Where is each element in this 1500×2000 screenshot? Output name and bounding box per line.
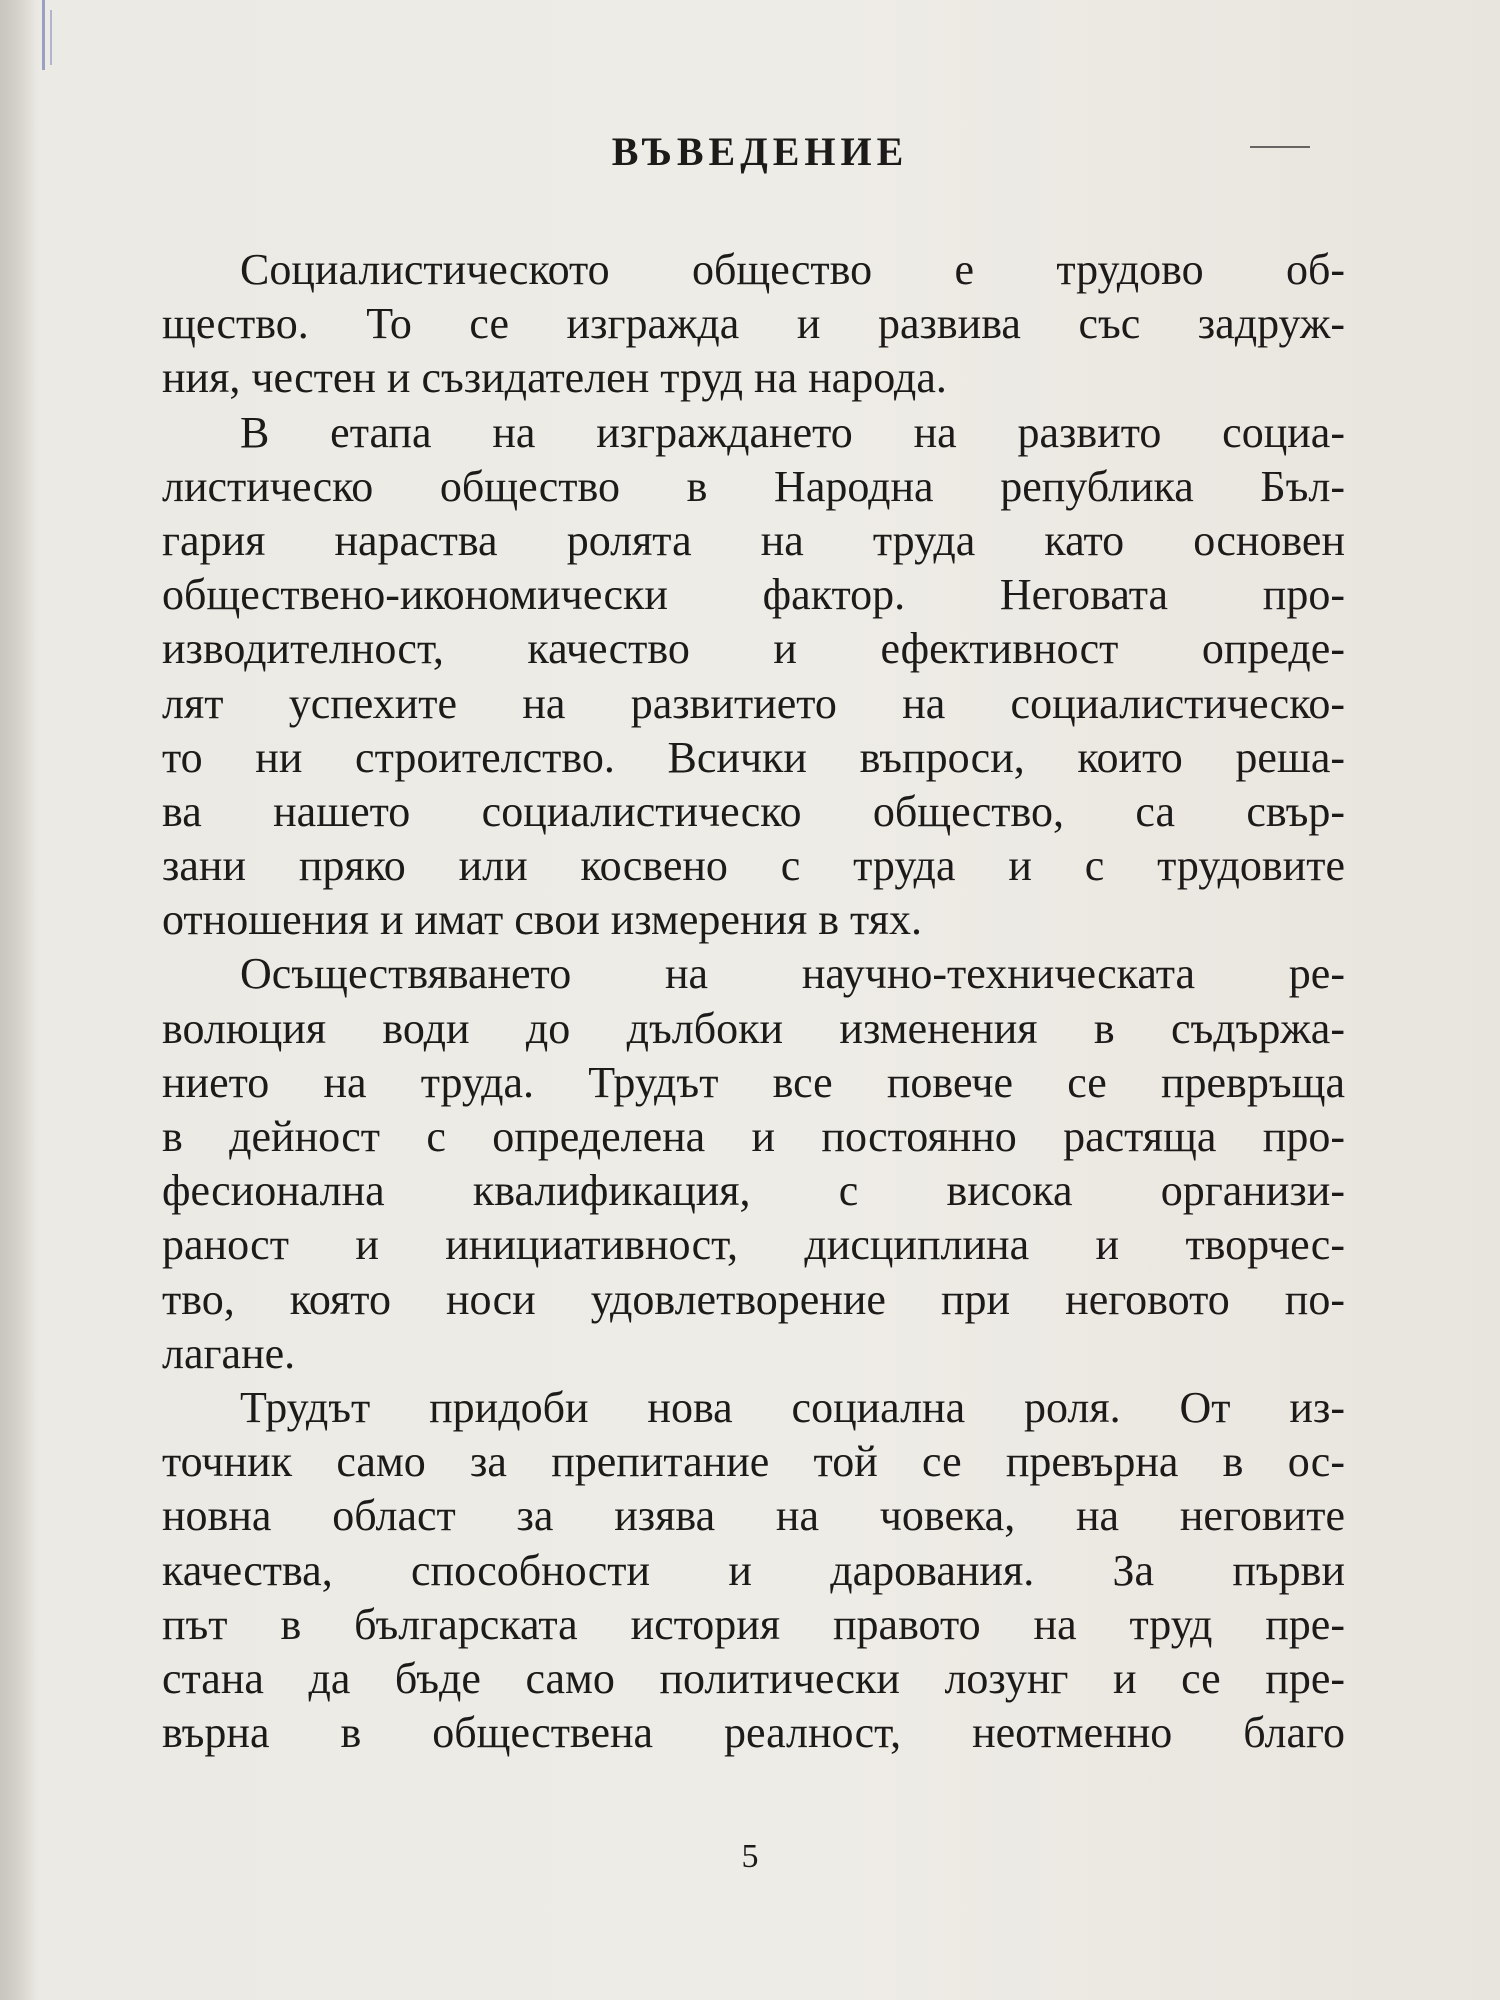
text-line: точник само за препитание той се превърна в ос- — [162, 1437, 1345, 1487]
text-line: то ни строителство. Всички въпроси, които реша- — [162, 732, 1345, 782]
text-line: волюция води до дълбоки изменения в съдържа- — [162, 1003, 1345, 1053]
text-line: в дейност с определена и постоянно растяща про- — [162, 1112, 1345, 1161]
text-line: фесионална квалификация, с висока организи- — [162, 1166, 1345, 1216]
text-line: стана да бъде само политически лозунг и се пре- — [162, 1653, 1345, 1703]
text-line: раност и инициативност, дисциплина и творчес- — [162, 1220, 1345, 1270]
text-line: лят успехите на развитието на социалистическо- — [162, 678, 1345, 728]
pencil-mark — [42, 0, 45, 70]
text-line: качества, способности и дарования. За първи — [162, 1545, 1345, 1595]
text-line: ва нашето социалистическо общество, са свър- — [162, 786, 1345, 836]
text-line: новна област за изява на човека, на неговите — [162, 1491, 1345, 1541]
binding-shadow — [0, 0, 36, 2000]
text-line: Социалистическото общество е трудово об- — [240, 245, 1345, 294]
chapter-title: ВЪВЕДЕНИЕ — [611, 129, 909, 174]
text-line: Трудът придоби нова социална роля. От из- — [240, 1382, 1345, 1432]
pencil-mark-secondary — [50, 10, 52, 65]
text-line: обществено-икономически фактор. Неговата про- — [162, 570, 1345, 620]
text-line: тво, която носи удовлетворение при неговото по- — [162, 1274, 1345, 1324]
text-line: Осъществяването на научно-техническата ре- — [240, 949, 1345, 999]
text-line: щество. То се изгражда и развива със задруж- — [162, 299, 1345, 349]
page-number: 5 — [741, 1838, 759, 1875]
text-line: ния, честен и съзидателен труд на народа. — [162, 353, 947, 403]
text-line: листическо общество в Народна република Бъл- — [162, 461, 1345, 511]
text-line: В етапа на изграждането на развито социа- — [240, 407, 1345, 457]
text-line: лагане. — [162, 1328, 296, 1378]
text-line: изводителност, качество и ефективност опреде- — [162, 624, 1345, 674]
text-line: върна в обществена реалност, неотменно благо — [162, 1708, 1345, 1758]
text-line: гария нараства ролята на труда като основен — [162, 515, 1345, 565]
text-line: път в българската история правото на труд пре- — [162, 1599, 1345, 1649]
text-line: отношения и имат свои измерения в тях. — [162, 895, 922, 945]
body-text — [162, 243, 1345, 1760]
text-line: зани пряко или косвено с труда и с трудовите — [162, 841, 1345, 891]
text-line: нието на труда. Трудът все повече се превръща — [162, 1057, 1345, 1107]
